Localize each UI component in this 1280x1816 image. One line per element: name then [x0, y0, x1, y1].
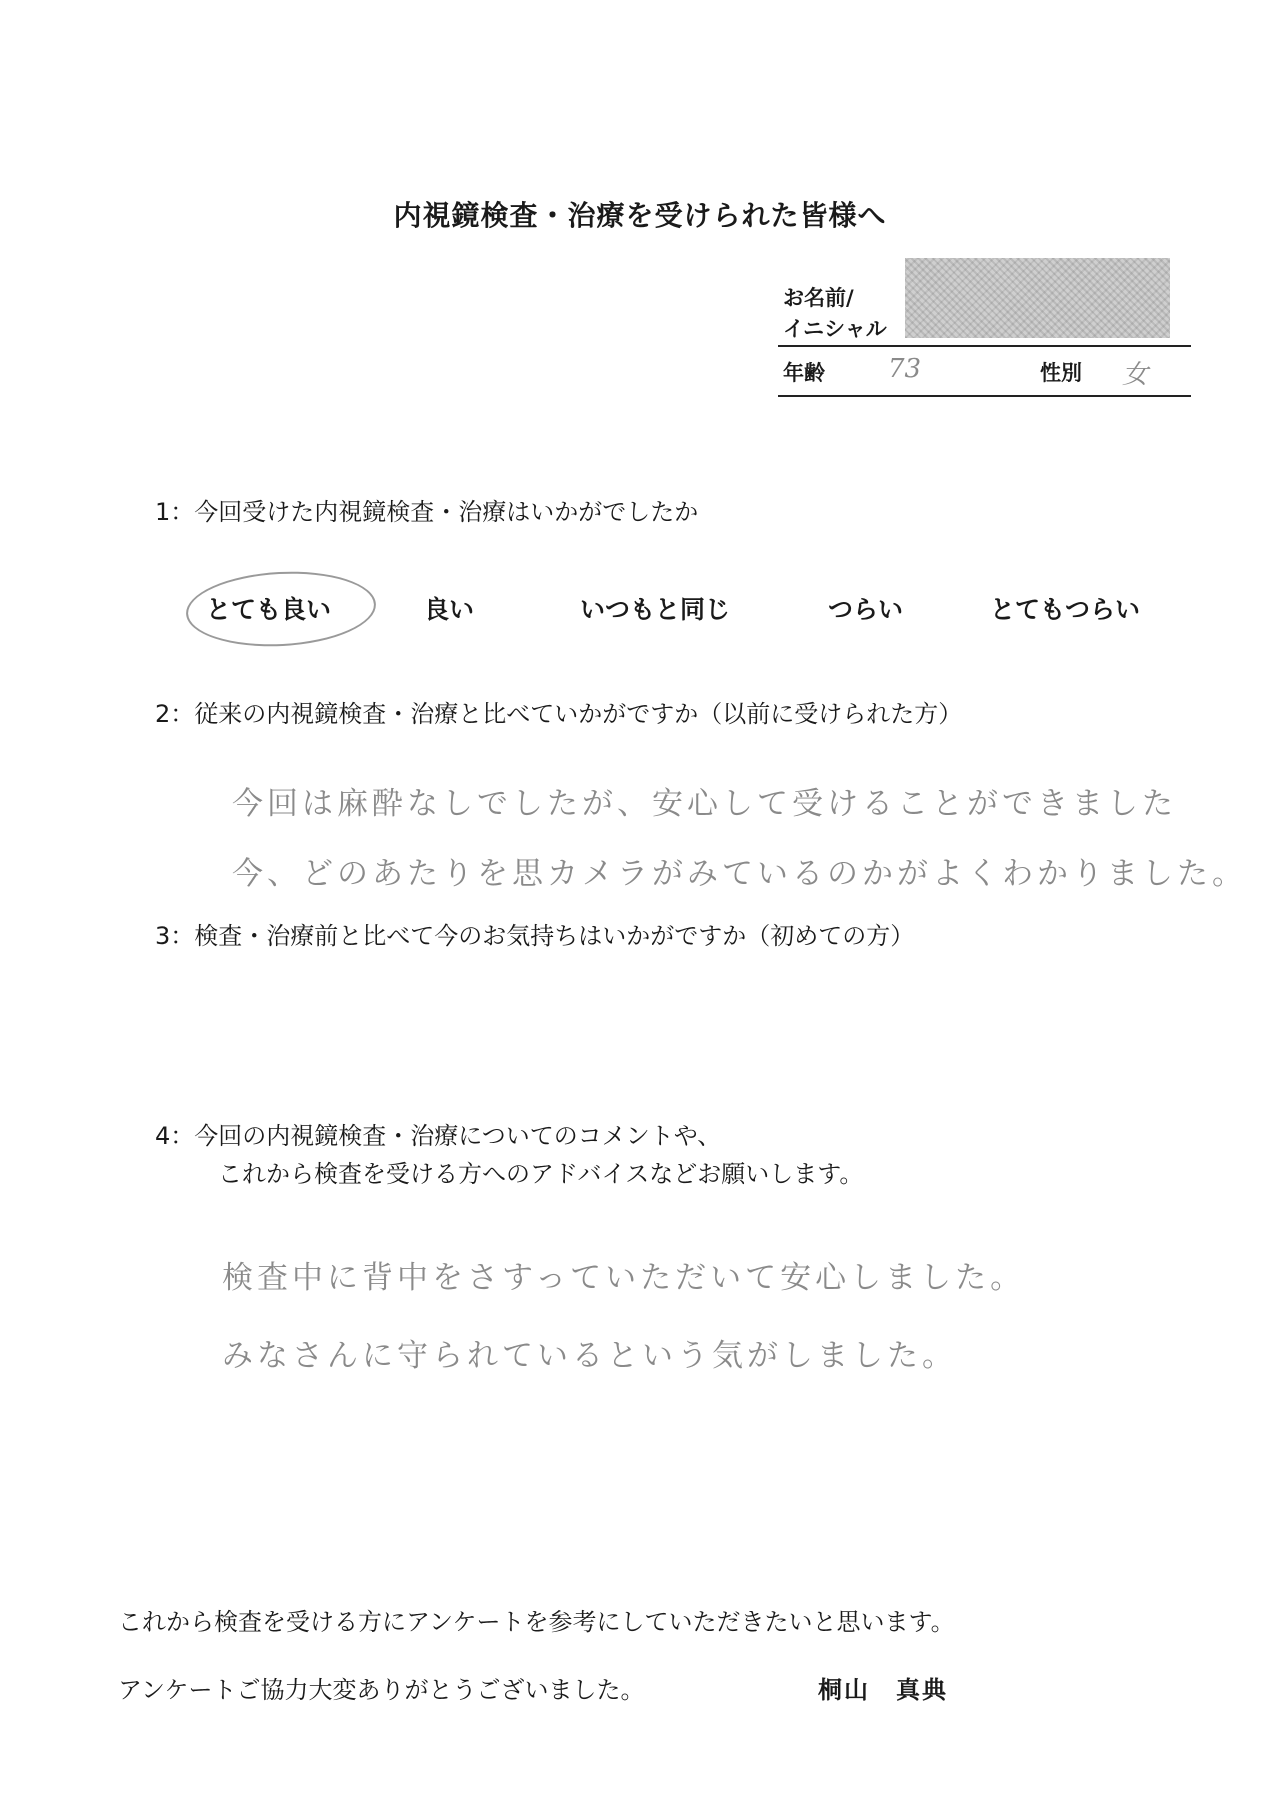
- initials-label: イニシャル: [783, 317, 887, 341]
- question-1: 1：今回受けた内視鏡検査・治療はいかがでしたか: [155, 498, 699, 526]
- option-hard: つらい: [828, 595, 904, 624]
- question-2: 2：従来の内視鏡検査・治療と比べていかがですか（以前に受けられた方）: [155, 700, 963, 728]
- age-label: 年齢: [783, 361, 825, 385]
- option-very-hard: とてもつらい: [990, 595, 1141, 624]
- answer-4-line-1: 検査中に背中をさすっていただいて安心しました。: [222, 1260, 1026, 1296]
- option-same-as-usual: いつもと同じ: [580, 595, 731, 624]
- question-4-line-2: これから検査を受ける方へのアドバイスなどお願いします。: [218, 1160, 864, 1188]
- footer-request: これから検査を受ける方にアンケートを参考にしていただきたいと思います。: [118, 1608, 955, 1636]
- name-redaction-mask: [905, 258, 1170, 338]
- document-title: 内視鏡検査・治療を受けられた皆様へ: [393, 199, 887, 232]
- age-value: 73: [888, 354, 922, 384]
- answer-2-line-1: 今回は麻酔なしでしたが、安心して受けることができました: [232, 786, 1177, 822]
- age-gender-underline: [778, 395, 1191, 397]
- name-label: お名前/: [783, 286, 854, 310]
- question-3: 3：検査・治療前と比べて今のお気持ちはいかがですか（初めての方）: [155, 922, 915, 950]
- answer-2-line-2: 今、どのあたりを思カメラがみているのかがよくわかりました。: [232, 856, 1247, 892]
- option-good: 良い: [424, 595, 475, 624]
- footer-thanks: アンケートご協力大変ありがとうございました。: [118, 1676, 645, 1704]
- signature: 桐山 真典: [818, 1676, 948, 1704]
- option-very-good: とても良い: [206, 595, 332, 624]
- name-underline: [778, 345, 1191, 347]
- gender-label: 性別: [1040, 361, 1082, 385]
- gender-value: 女: [1122, 360, 1149, 390]
- answer-4-line-2: みなさんに守られているという気がしました。: [222, 1338, 957, 1374]
- question-4-line-1: 4：今回の内視鏡検査・治療についてのコメントや、: [155, 1122, 722, 1150]
